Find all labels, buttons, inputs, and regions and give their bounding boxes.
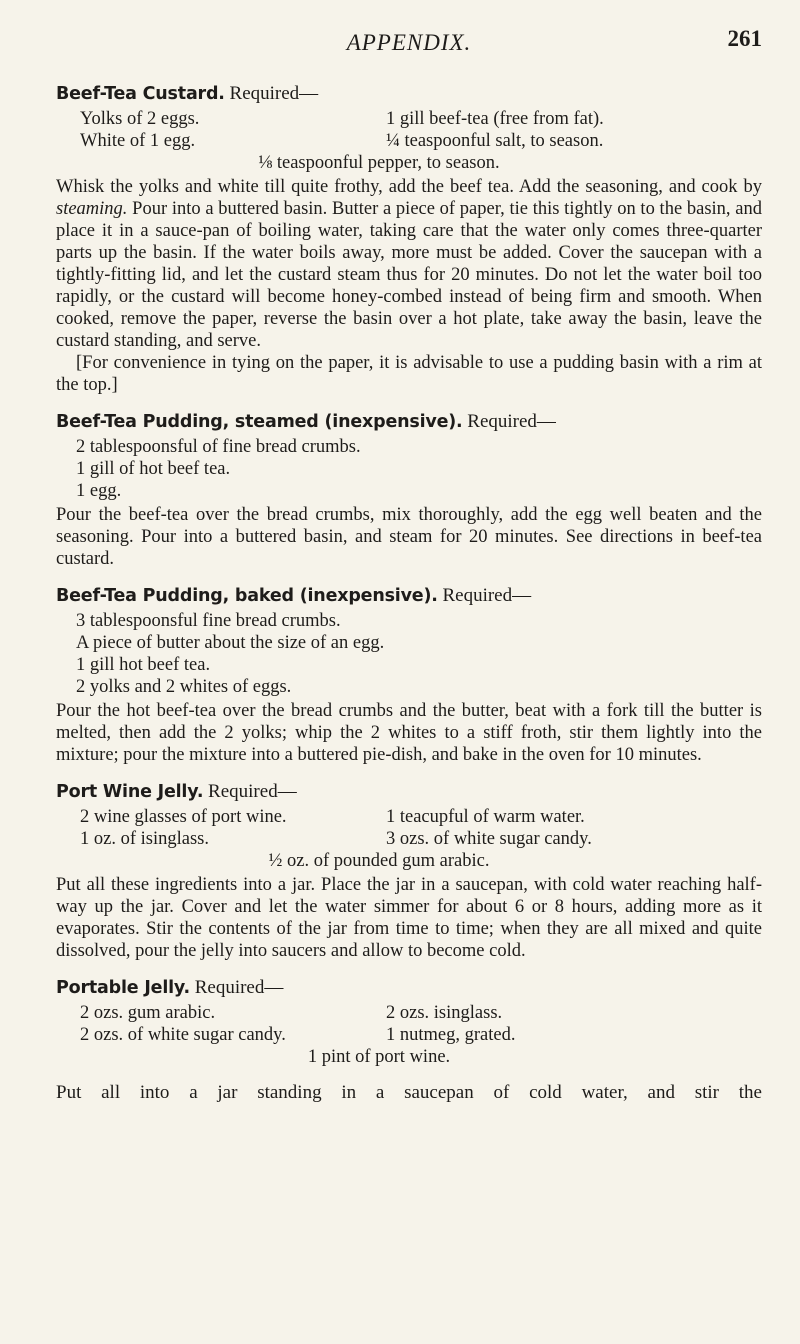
running-title: APPENDIX. (346, 30, 472, 55)
ingredient: 2 tablespoonsful of fine bread crumbs. (76, 437, 361, 457)
ingredient-row (56, 1024, 762, 1046)
ingredient-list (56, 436, 762, 502)
ingredient: 2 wine glasses of port wine. (80, 807, 287, 827)
recipe-heading (56, 82, 762, 106)
ingredient: 2 ozs. gum arabic. (80, 1003, 216, 1023)
required-label: Required— (194, 977, 284, 998)
recipe-port-wine-jelly (56, 780, 762, 962)
ingredient-row (56, 130, 762, 152)
ingredient: 1 oz. of isinglass. (80, 829, 209, 849)
recipe-title: Portable Jelly. (56, 978, 190, 998)
ingredient-list (56, 806, 762, 872)
ingredient: 1 gill beef-tea (free from fat). (386, 109, 604, 129)
ingredient: 1 teacupful of warm water. (386, 807, 585, 827)
ingredient-row (56, 828, 762, 850)
ingredient: ⅛ teaspoonful pepper, to season. (258, 153, 500, 173)
recipe-title: Beef-Tea Custard. (56, 84, 225, 104)
page-number: 261 (727, 26, 762, 51)
ingredient: A piece of butter about the size of an egg. (76, 633, 385, 653)
ingredient: Yolks of 2 eggs. (80, 109, 200, 129)
recipe-heading (56, 410, 762, 434)
recipe-heading (56, 780, 762, 804)
required-label: Required— (229, 83, 319, 104)
method-paragraph: Pour the hot beef-tea over the bread crumbs and the butter, beat with a fork till the butter is melted, then add the 2 yolks; whip the 2 whites to a stiff froth, stir them lightly into the mixture; pour the mixture into a buttered pie-dish, and bake in the oven for 10 minutes. (56, 701, 762, 765)
book-page (56, 20, 762, 1123)
method-paragraph: Put all these ingredients into a jar. Place the jar in a saucepan, with cold water reaching half-way up the jar. Cover and let the water simmer for about 6 or 8 hours, adding more as it evaporates. Stir the contents of the jar from time to time; when they are all mixed and quite dissolved, pour the jelly into saucers and allow to become cold. (56, 875, 762, 961)
ingredient: White of 1 egg. (80, 131, 196, 151)
recipe-title: Beef-Tea Pudding, baked (inexpensive). (56, 586, 438, 606)
ingredient: 2 ozs. of white sugar candy. (80, 1025, 286, 1045)
method-text: Whisk the yolks and white till quite frothy, add the beef tea. Add the seasoning, and cook by (56, 177, 762, 197)
recipe-beef-tea-custard (56, 82, 762, 396)
recipe-beef-tea-pudding-steamed (56, 410, 762, 570)
ingredient: 1 pint of port wine. (307, 1047, 451, 1067)
ingredient-row (56, 806, 762, 828)
ingredient-list (56, 1002, 762, 1068)
recipe-title: Beef-Tea Pudding, steamed (inexpensive). (56, 412, 463, 432)
page-header (56, 20, 762, 68)
recipe-portable-jelly (56, 976, 762, 1104)
ingredient: 1 egg. (76, 481, 122, 501)
ingredient-list (56, 108, 762, 174)
method-emphasis: steaming. (56, 199, 128, 219)
ingredient: 1 gill hot beef tea. (76, 655, 211, 675)
ingredient: ½ oz. of pounded gum arabic. (268, 851, 490, 871)
ingredient: 3 tablespoonsful fine bread crumbs. (76, 611, 341, 631)
ingredient: 3 ozs. of white sugar candy. (386, 829, 592, 849)
ingredient: 2 yolks and 2 whites of eggs. (76, 677, 292, 697)
required-label: Required— (442, 585, 532, 606)
ingredient: ¼ teaspoonful salt, to season. (386, 131, 604, 151)
ingredient: 1 gill of hot beef tea. (76, 459, 231, 479)
method-text: Pour into a buttered basin. Butter a piece of paper, tie this tightly on to the basin, and place it in a sauce-pan of boiling water, taking care that the water only comes three-quarter parts up the basin. If the water boils away, more must be added. Cover the saucepan with a tightly-fitting lid, and let the custard steam thus for 20 minutes. Do not let the water boil too rapidly, or the custard will become honey-combed instead of being firm and smooth. When cooked, remove the paper, reverse the basin over a hot plate, take away the basin, leave the custard standing, and serve. (56, 199, 762, 351)
ingredient-row (56, 108, 762, 130)
required-label: Required— (467, 411, 556, 432)
ingredient: 2 ozs. isinglass. (386, 1003, 503, 1023)
ingredient-list (56, 610, 762, 698)
recipe-heading (56, 976, 762, 1000)
ingredient: 1 nutmeg, grated. (386, 1025, 516, 1045)
recipe-beef-tea-pudding-baked (56, 584, 762, 766)
recipe-note: [For convenience in tying on the paper, it is advisable to use a pudding basin with a rim at the top.] (56, 353, 762, 395)
required-label: Required— (208, 781, 297, 802)
ingredient-row (56, 1002, 762, 1024)
recipe-heading (56, 584, 762, 608)
method-paragraph: Put all into a jar standing in a saucepan of cold water, and stir the (56, 1082, 762, 1103)
method-paragraph: Pour the beef-tea over the bread crumbs, mix thoroughly, add the egg well beaten and the seasoning. Pour into a buttered basin, and steam for 20 minutes. See directions in beef-tea custard. (56, 505, 762, 569)
recipe-title: Port Wine Jelly. (56, 782, 204, 802)
method-paragraph (56, 176, 762, 352)
